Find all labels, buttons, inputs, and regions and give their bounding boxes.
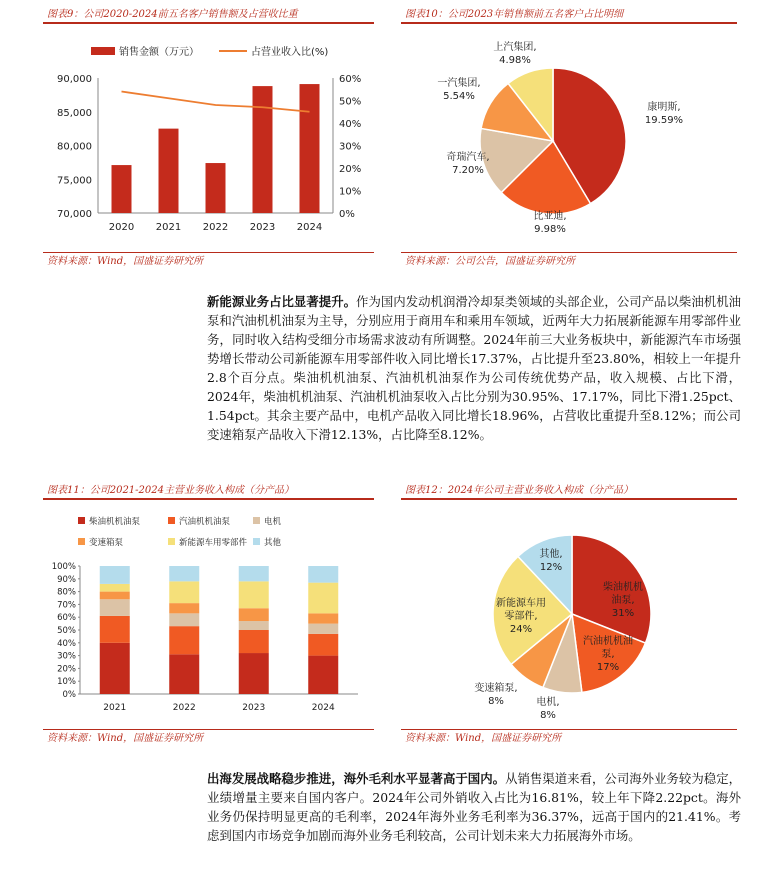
figure-12-source: 资料来源：Wind，国盛证券研究所	[401, 729, 737, 747]
y-tick-label: 80%	[57, 587, 76, 598]
stacked-bar-segment	[239, 653, 269, 694]
stacked-bar-segment	[239, 630, 269, 653]
legend-swatch	[253, 538, 260, 545]
customer-pie-value-label: 5.54%	[443, 91, 475, 102]
bar-sales	[300, 84, 320, 213]
y-tick-label: 90%	[57, 574, 76, 585]
stacked-bar-segment	[169, 626, 199, 654]
legend-label: 其他	[264, 538, 282, 548]
paragraph-overseas	[207, 769, 741, 845]
paragraph-heading: 出海发展战略稳步推进，海外毛利水平显著高于国内。	[207, 771, 506, 786]
bar-sales	[253, 86, 273, 213]
stacked-bar-segment	[308, 566, 338, 583]
legend-swatch	[168, 517, 175, 524]
customer-pie-label: 上汽集团,	[493, 42, 537, 53]
stacked-bar-segment	[100, 616, 130, 643]
stacked-bar-segment	[239, 608, 269, 621]
product-pie-label: 变速箱泵,	[474, 683, 518, 694]
legend-label-ratio: 占营业收入比(%)	[251, 47, 329, 58]
figure-10-pie-chart	[401, 30, 737, 255]
stacked-bar-segment	[308, 583, 338, 614]
y-tick-label: 60%	[57, 613, 76, 624]
product-pie-value-label: 12%	[539, 562, 563, 573]
product-pie-label: 电机,	[536, 697, 560, 708]
y-right-tick-label: 60%	[339, 74, 362, 85]
stacked-bar-segment	[308, 634, 338, 656]
legend-label-sales: 销售金额（万元）	[119, 47, 199, 58]
legend-label: 新能源车用零部件	[179, 538, 248, 548]
y-right-tick-label: 50%	[339, 96, 362, 108]
customer-pie-label: 一汽集团,	[437, 78, 481, 89]
y-right-tick-label: 10%	[339, 186, 362, 198]
figure-9-source: 资料来源：Wind，国盛证券研究所	[43, 252, 374, 270]
stacked-bar-segment	[100, 584, 130, 592]
stacked-bar-segment	[239, 566, 269, 581]
product-pie-label: 汽油机机油泵,	[583, 636, 633, 660]
legend-swatch	[168, 538, 175, 545]
legend-swatch	[78, 538, 85, 545]
y-left-tick-label: 70,000	[57, 209, 92, 220]
paragraph-heading: 新能源业务占比显著提升。	[207, 294, 357, 309]
y-left-tick-label: 90,000	[57, 74, 92, 85]
figure-11-title: 图表11：公司2021-2024主营业务收入构成（分产品）	[43, 481, 374, 500]
stacked-bar-segment	[169, 613, 199, 626]
figure-10-source: 资料来源：公司公告，国盛证券研究所	[401, 252, 737, 270]
customer-pie-value-label: 7.20%	[452, 165, 484, 176]
product-pie-value-label: 8%	[540, 710, 556, 721]
y-left-tick-label: 75,000	[57, 175, 92, 187]
stacked-bar-segment	[169, 603, 199, 613]
figure-9-bar-line-chart	[43, 30, 374, 255]
figure-11-stacked-bar-chart	[43, 508, 374, 733]
y-right-tick-label: 20%	[339, 164, 362, 175]
x-tick-label: 2023	[242, 703, 266, 713]
y-right-tick-label: 30%	[339, 141, 362, 153]
product-pie-value-label: 8%	[488, 696, 504, 707]
customer-pie-label: 奇瑞汽车,	[446, 152, 490, 163]
product-pie-label: 其他,	[539, 549, 563, 560]
legend-label: 柴油机机油泵	[89, 517, 141, 527]
customer-pie-value-label: 9.98%	[534, 224, 566, 235]
stacked-bar-segment	[308, 613, 338, 623]
x-tick-label: 2022	[202, 222, 229, 233]
y-tick-label: 40%	[57, 638, 76, 649]
legend-swatch	[78, 517, 85, 524]
product-pie-label: 柴油机机油泵,	[603, 582, 643, 606]
product-pie-value-label: 24%	[509, 624, 533, 635]
product-pie-value-label: 17%	[596, 662, 620, 673]
legend-swatch	[253, 517, 260, 524]
paragraph-new-energy	[207, 292, 741, 444]
x-tick-label: 2023	[249, 222, 276, 233]
y-tick-label: 100%	[51, 562, 76, 572]
legend-label: 变速箱泵	[89, 538, 124, 548]
y-tick-label: 0%	[62, 690, 76, 700]
y-left-tick-label: 85,000	[57, 107, 92, 119]
stacked-bar-segment	[100, 566, 130, 584]
product-pie-label: 新能源车用零部件,	[496, 598, 546, 622]
x-tick-label: 2021	[155, 222, 182, 233]
paragraph-body: 作为国内发动机润滑冷却泵类领域的头部企业，公司产品以柴油机机油泵和汽油机机油泵为主导，分别应用于商用车和乘用车领域，近两年大力拓展新能源车用零部件业务，同时收入结构受细分市场需求波动有所调整。2024年前三大业务板块中，新能源汽车市场强势增长带动公司新能源车用零部件收入同比增长17.37%，占比提升至23.80%，相较上一年提升2.8个百分点。柴油机机油泵、汽油机机油泵作为公司传统优势产品，收入规模、占比下滑，2024年，柴油机机油泵、汽油机机油泵收入占比分别为30.95%、17.17%，同比下滑1.25pct、1.54pct。其余主要产品中，电机产品收入同比增长18.96%，占营收比重提升至8.12%；而公司变速箱泵产品收入下滑12.13%，占比降至8.12%。	[207, 294, 741, 442]
stacked-bar-segment	[100, 599, 130, 616]
y-right-tick-label: 0%	[339, 209, 355, 220]
figure-9-title: 图表9：公司2020-2024前五名客户销售额及占营收比重	[43, 5, 374, 24]
y-tick-label: 20%	[57, 664, 76, 675]
x-tick-label: 2024	[311, 703, 335, 713]
bar-sales	[112, 165, 132, 213]
y-tick-label: 50%	[57, 626, 76, 636]
legend-label: 汽油机机油泵	[179, 517, 231, 527]
stacked-bar-segment	[239, 621, 269, 630]
customer-pie-value-label: 4.98%	[499, 55, 531, 66]
line-ratio	[122, 92, 310, 112]
legend-label: 电机	[264, 517, 282, 527]
y-tick-label: 70%	[57, 600, 76, 611]
figure-11-source: 资料来源：Wind，国盛证券研究所	[43, 729, 374, 747]
figure-10-title: 图表10：公司2023年销售额前五名客户占比明细	[401, 5, 737, 24]
x-tick-label: 2024	[296, 222, 323, 233]
y-tick-label: 30%	[57, 651, 76, 662]
y-tick-label: 10%	[57, 677, 76, 688]
customer-pie-label: 康明斯,	[647, 102, 681, 113]
y-right-tick-label: 40%	[339, 119, 362, 130]
stacked-bar-segment	[308, 624, 338, 634]
bar-sales	[206, 163, 226, 213]
stacked-bar-segment	[169, 581, 199, 603]
bar-sales	[159, 129, 179, 213]
stacked-bar-segment	[169, 654, 199, 694]
x-tick-label: 2022	[172, 703, 196, 713]
stacked-bar-segment	[308, 656, 338, 694]
y-left-tick-label: 80,000	[57, 141, 92, 153]
legend-swatch-sales	[91, 47, 115, 55]
stacked-bar-segment	[100, 643, 130, 694]
x-tick-label: 2021	[103, 703, 127, 713]
figure-12-title: 图表12：2024年公司主营业务收入构成（分产品）	[401, 481, 737, 500]
paragraph-body: 从销售渠道来看，公司海外业务较为稳定，业绩增量主要来自国内客户。2024年公司外销收入占比为16.81%，较上年下降2.22pct。海外业务仍保持明显更高的毛利率，2024年海外业务毛利率为36.37%，远高于国内的21.41%。考虑到国内市场竞争加剧而海外业务毛利较高，公司计划未来大力拓展海外市场。	[207, 771, 741, 843]
stacked-bar-segment	[169, 566, 199, 581]
stacked-bar-segment	[100, 592, 130, 600]
customer-pie-value-label: 19.59%	[644, 115, 684, 126]
figure-12-pie-chart	[401, 508, 737, 733]
stacked-bar-segment	[239, 581, 269, 608]
customer-pie-label: 比亚迪,	[533, 211, 567, 222]
x-tick-label: 2020	[108, 222, 135, 233]
product-pie-value-label: 31%	[611, 608, 635, 619]
